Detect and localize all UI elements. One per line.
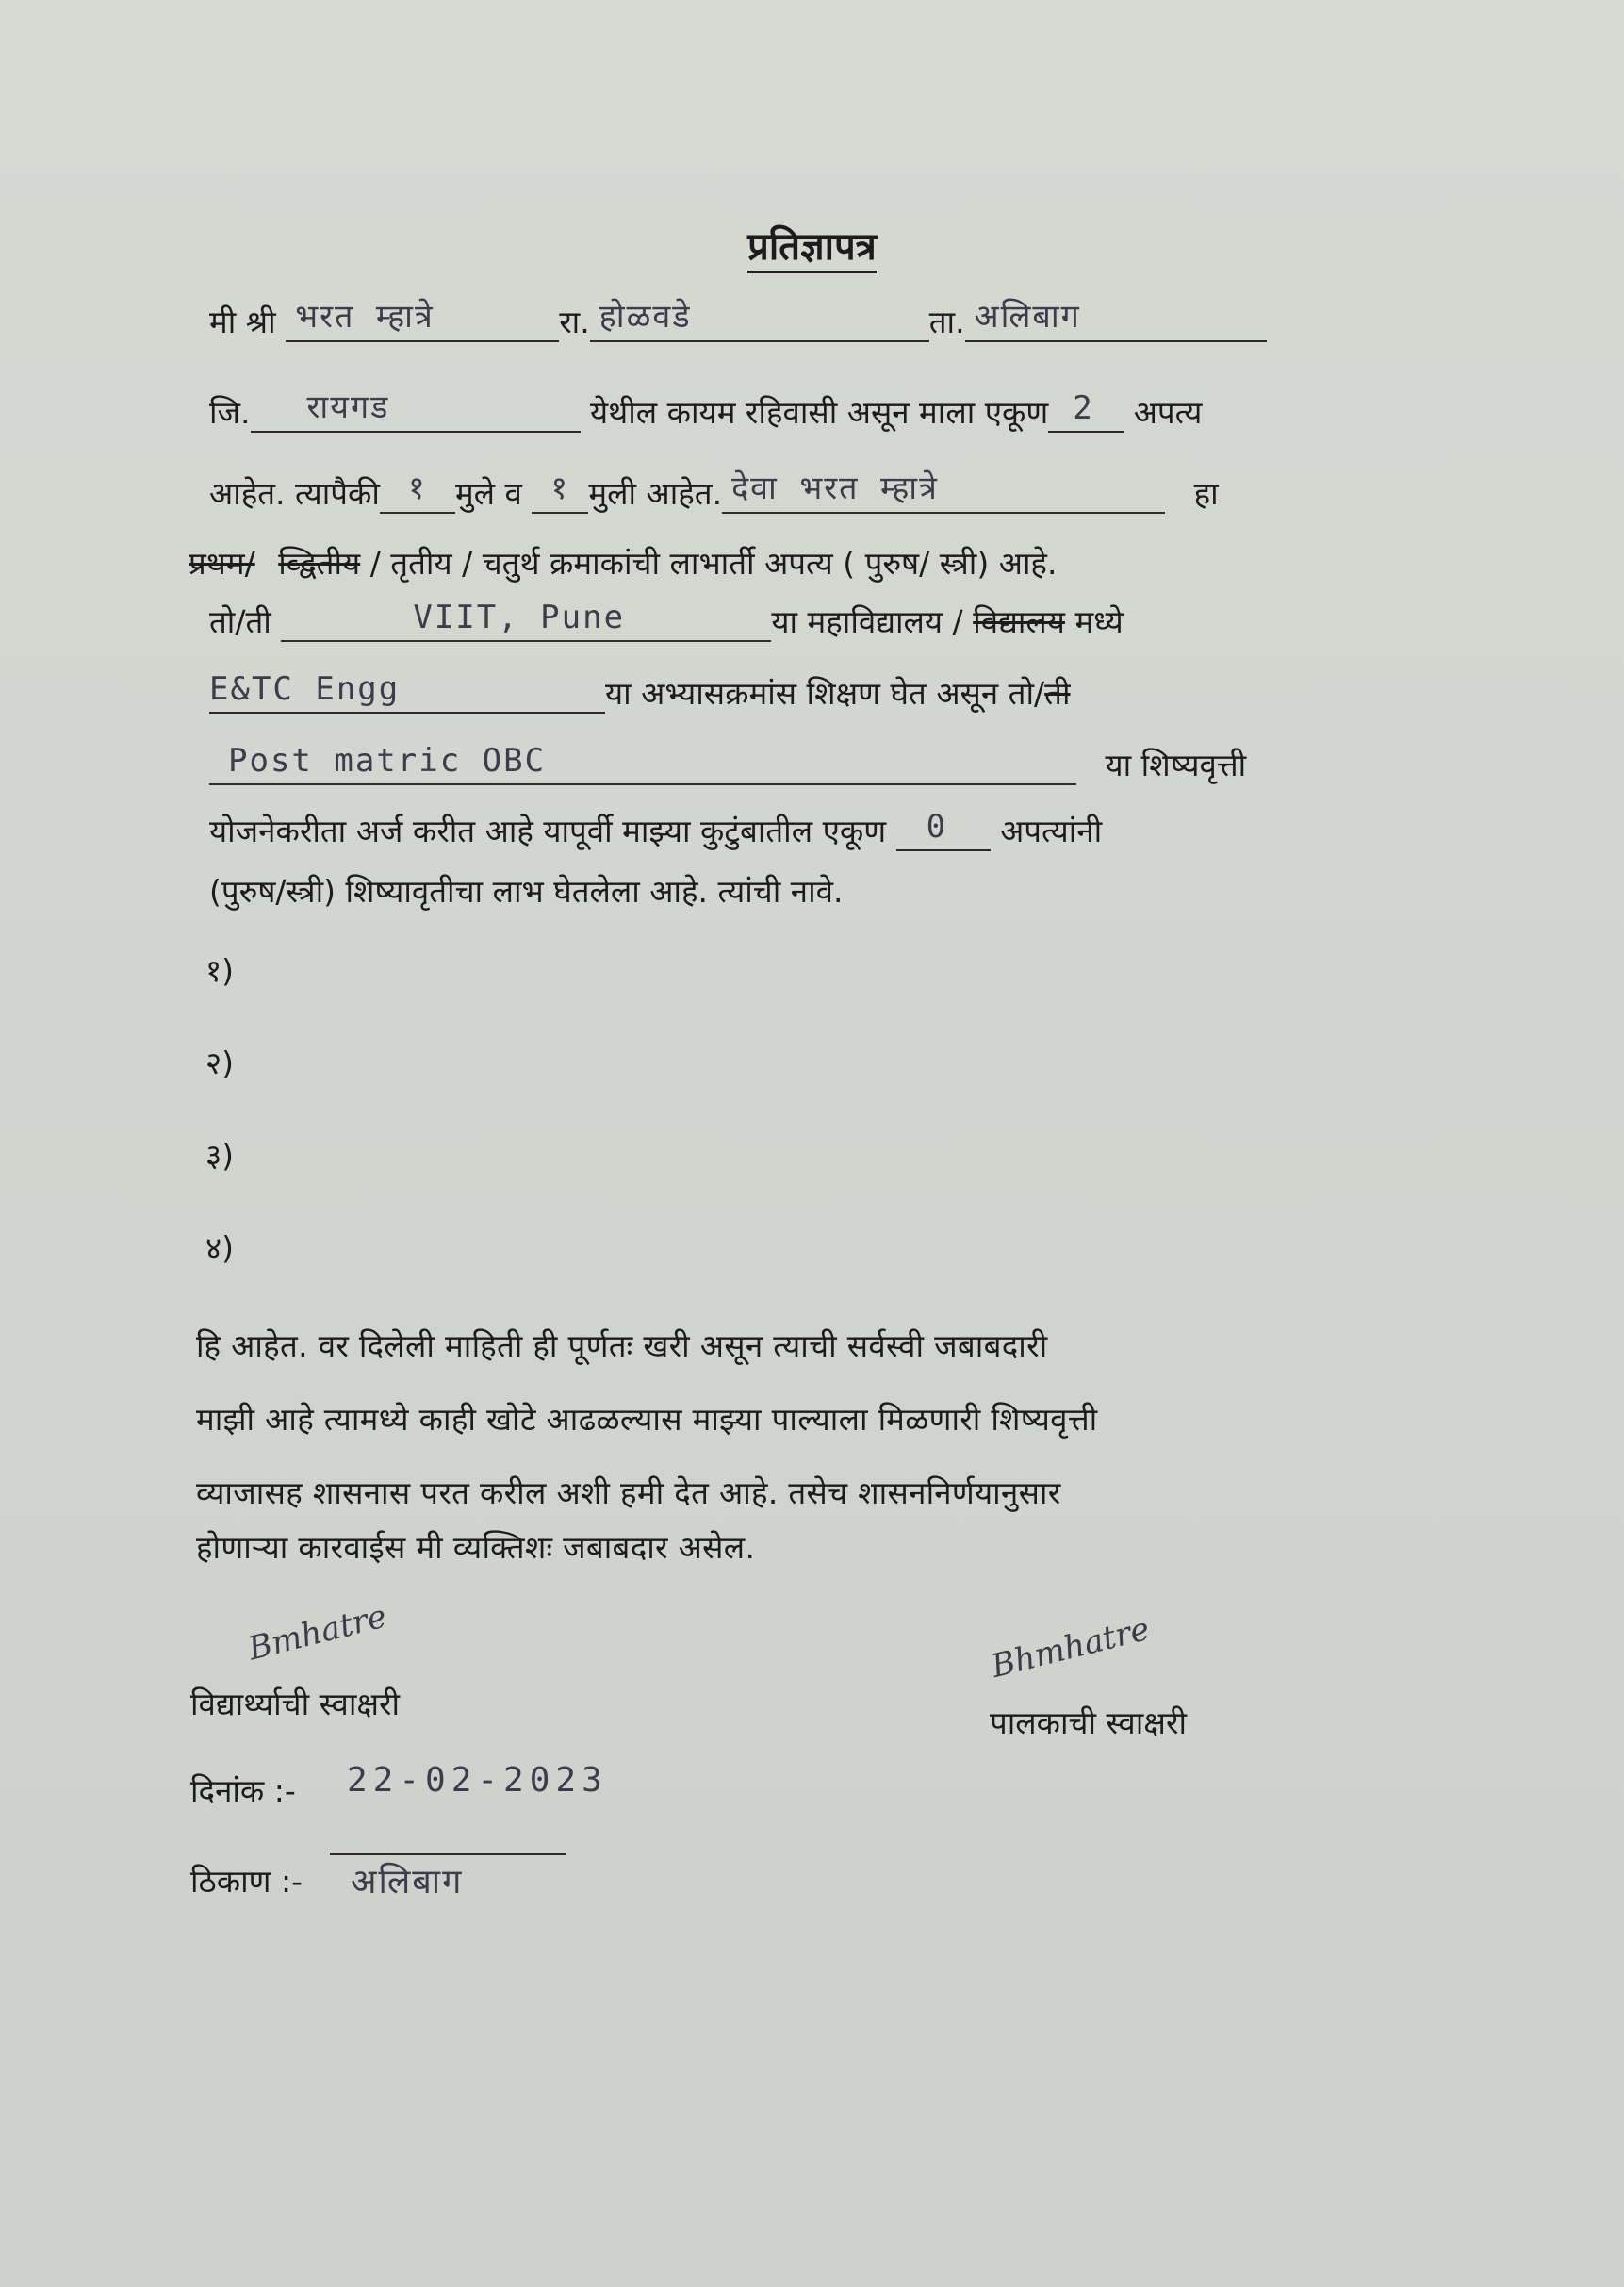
children-prefix: आहेत. त्यापैकी bbox=[209, 475, 380, 512]
residence-text: येथील कायम रहिवासी असून माला एकूण bbox=[590, 394, 1049, 431]
previous-suffix: अपत्यांनी bbox=[1000, 813, 1103, 849]
course-text: या अभ्यासक्रमांस शिक्षण घेत असून तो/ bbox=[605, 675, 1045, 712]
line-order bbox=[189, 541, 1057, 584]
name-field: भरत म्हात्रे bbox=[286, 304, 559, 342]
list-item-3: ३) bbox=[205, 1137, 235, 1174]
list-item-1: १) bbox=[205, 952, 235, 989]
line-district bbox=[209, 390, 1202, 433]
scheme-field: Post matric OBC bbox=[209, 748, 1076, 785]
ha-suffix: हा bbox=[1193, 475, 1219, 512]
order-first: प्रथम/ bbox=[189, 545, 255, 582]
total-children-field: 2 bbox=[1048, 395, 1124, 433]
document-title: प्रतिज्ञापत्र bbox=[0, 219, 1624, 271]
line-children bbox=[209, 471, 1219, 514]
line-previous bbox=[209, 809, 1102, 851]
college-field: VIIT, Pune bbox=[281, 604, 771, 642]
course-field: E&TC Engg bbox=[209, 676, 605, 714]
village-label: रा. bbox=[559, 304, 590, 340]
girls-field: १ bbox=[532, 476, 588, 514]
line-course bbox=[209, 671, 1071, 714]
line-scheme bbox=[209, 743, 1246, 785]
parent-sign-label: पालकाची स्वाक्षरी bbox=[990, 1704, 1187, 1741]
previous-text: योजनेकरीता अर्ज करीत आहे यापूर्वी माझ्या कुटुंबातील एकूण bbox=[209, 813, 887, 849]
prefix-mi-shri: मी श्री bbox=[209, 304, 276, 340]
date-value: 22-02-2023 bbox=[347, 1761, 608, 1800]
order-rest: / तृतीय / चतुर्थ क्रमाकांची लाभार्ती अपत्य ( पुरुष/ स्त्री) आहे. bbox=[369, 545, 1058, 582]
scheme-suffix: या शिष्यवृत्ती bbox=[1105, 747, 1247, 783]
declaration-line-2: माझी आहे त्यामध्ये काही खोटे आढळल्यास माझ्या पाल्याला मिळणारी शिष्यवृत्ती bbox=[196, 1401, 1098, 1438]
parent-signature: Bhmhatre bbox=[987, 1609, 1154, 1686]
list-item-2: २) bbox=[205, 1045, 235, 1081]
line-name bbox=[209, 300, 1267, 342]
madhye-suffix: मध्ये bbox=[1074, 603, 1124, 640]
place-value: अलिबाग bbox=[351, 1863, 464, 1901]
previous-count-field: 0 bbox=[896, 814, 991, 851]
boys-label: मुले व bbox=[454, 475, 522, 512]
ti-struck: ती bbox=[1044, 675, 1071, 712]
girls-label: मुली आहेत. bbox=[588, 475, 723, 512]
taluka-field: अलिबाग bbox=[965, 304, 1267, 342]
boys-field: १ bbox=[380, 476, 455, 514]
line-names-intro: (पुरुष/स्त्री) शिष्यावृतीचा लाभ घेतलेला आहे. त्यांची नावे. bbox=[209, 873, 844, 910]
place-label: ठिकाण :- bbox=[190, 1863, 303, 1900]
child-name-field: देवा भरत म्हात्रे bbox=[722, 476, 1165, 514]
list-item-4: ४) bbox=[205, 1229, 235, 1266]
village-field: होळवडे bbox=[590, 304, 929, 342]
place-line bbox=[330, 1853, 566, 1855]
declaration-line-1: हि आहेत. वर दिलेली माहिती ही पूर्णतः खरी असून त्याची सर्वस्वी जबाबदारी bbox=[196, 1327, 1048, 1364]
children-suffix: अपत्य bbox=[1133, 394, 1203, 431]
order-second: व्द्वितीय bbox=[278, 545, 361, 582]
college-text: या महाविद्यालय / bbox=[771, 603, 963, 640]
student-sign-label: विद्यार्थ्याची स्वाक्षरी bbox=[190, 1686, 401, 1722]
declaration-line-3: व्याजासह शासनास परत करील अशी हमी देत आहे. तसेच शासननिर्णयानुसार bbox=[196, 1474, 1061, 1511]
district-field: रायगड bbox=[251, 395, 581, 433]
district-label: जि. bbox=[209, 394, 251, 431]
student-signature: Bmhatre bbox=[244, 1597, 391, 1669]
taluka-label: ता. bbox=[928, 304, 965, 340]
school-struck: विद्यालय bbox=[973, 603, 1065, 640]
line-college bbox=[209, 600, 1124, 642]
date-label: दिनांक :- bbox=[190, 1772, 296, 1809]
declaration-line-4: होणाऱ्या कारवाईस मी व्यक्तिशः जबाबदार असेल. bbox=[196, 1529, 756, 1566]
gender-prefix: तो/ती bbox=[209, 603, 271, 640]
